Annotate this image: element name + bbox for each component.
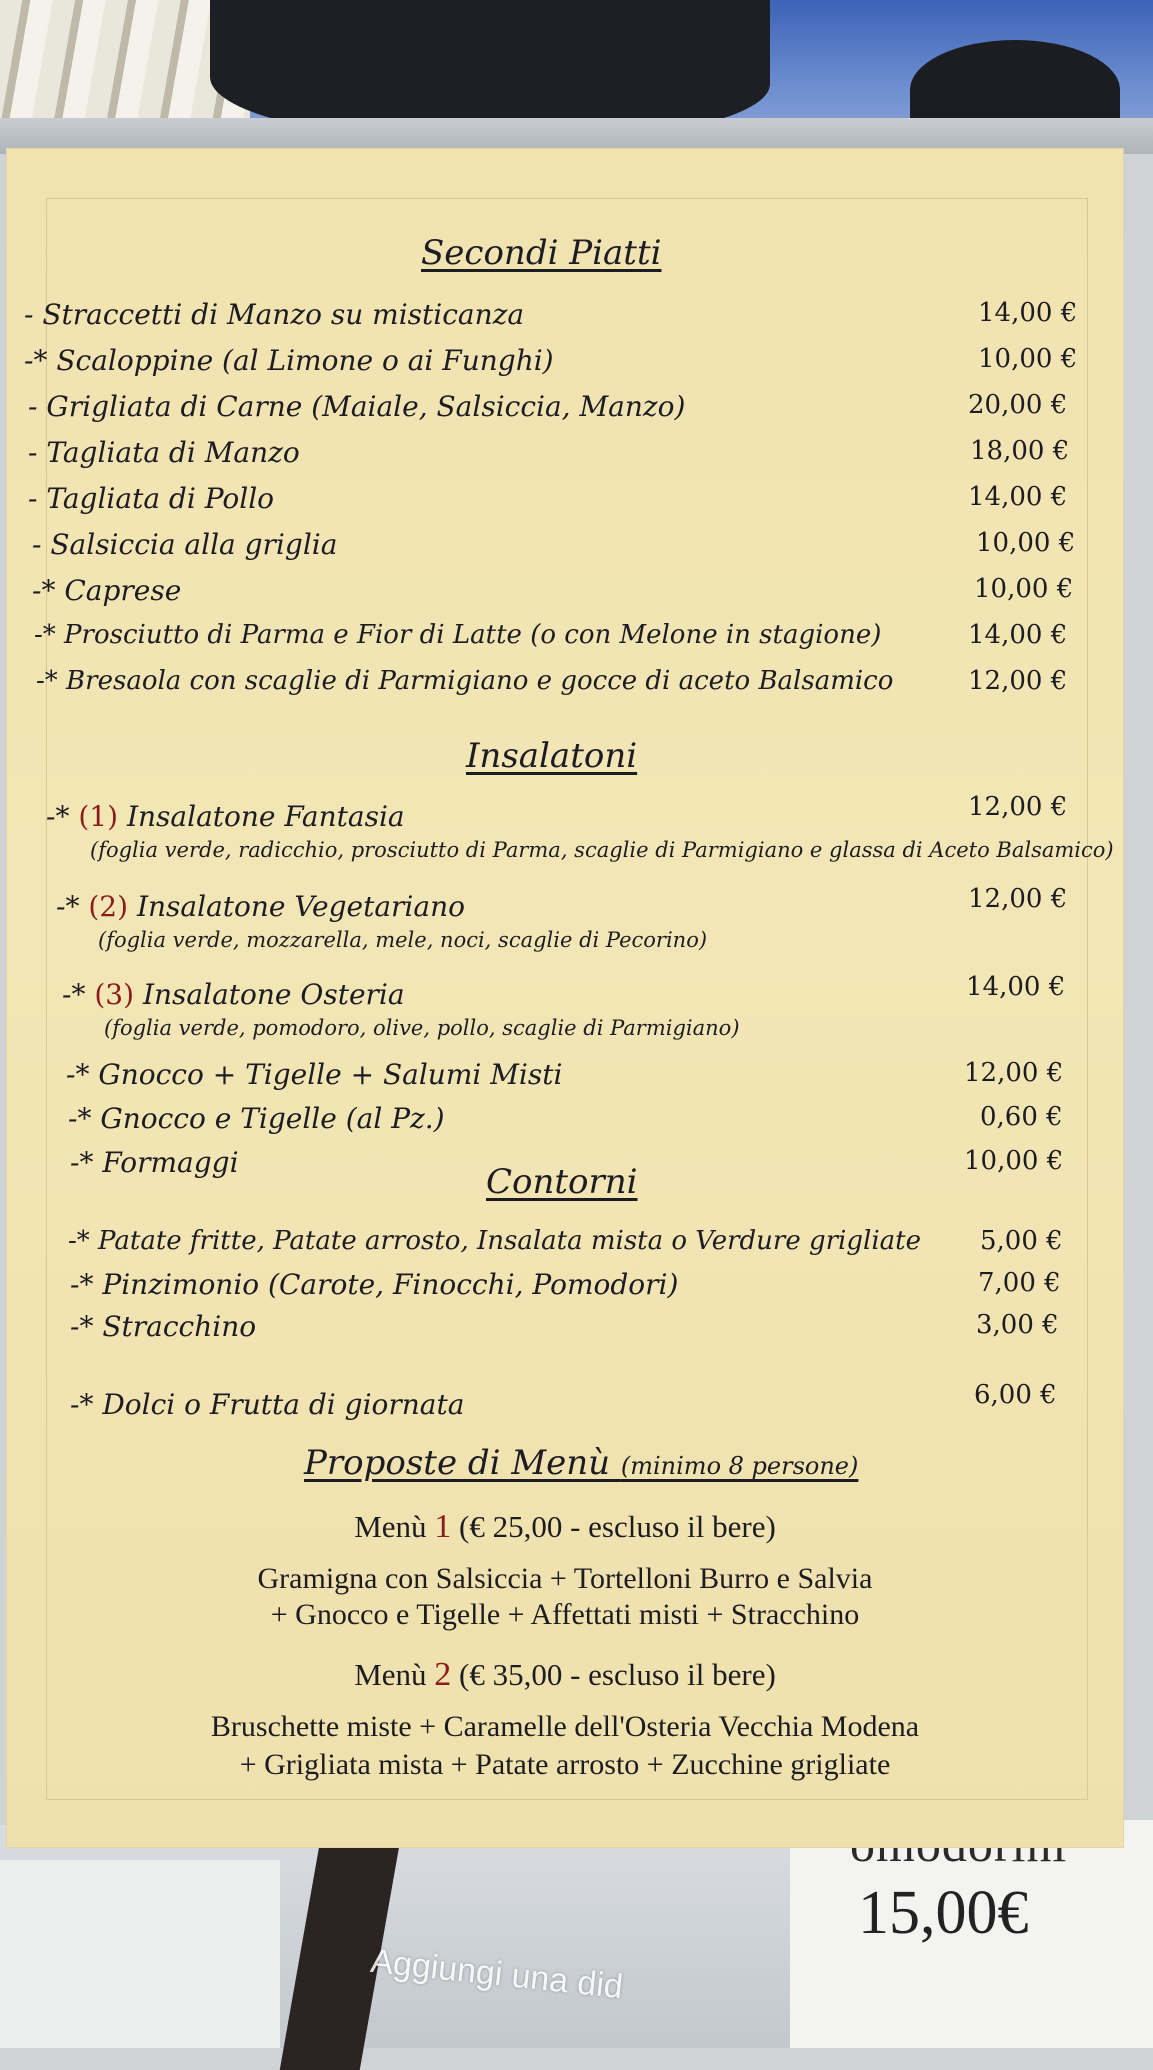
- item-prefix: -*: [56, 890, 80, 923]
- offer-title-menu2: [6, 1656, 1124, 1694]
- menu-row: [6, 1058, 1124, 1098]
- proposte-subtitle: (minimo 8 persone): [620, 1452, 859, 1480]
- offer-line: Gramigna con Salsiccia + Tortelloni Burro e Salvia: [257, 1562, 873, 1595]
- item-label: Insalatone Vegetariano: [136, 890, 465, 923]
- item-price: 10,00 €: [976, 528, 1076, 558]
- menu-row: [6, 972, 1124, 1018]
- offer-line: + Gnocco e Tigelle + Affettati misti + Stracchino: [270, 1598, 860, 1631]
- item-price: 10,00 €: [978, 344, 1078, 374]
- item-price: 0,60 €: [980, 1102, 1063, 1132]
- item-price: 5,00 €: [980, 1226, 1063, 1256]
- menu-row: [6, 298, 1124, 338]
- item-name: -* Dolci o Frutta di giornata: [70, 1388, 465, 1421]
- menu-row: [6, 528, 1124, 568]
- offer-line: Bruschette miste + Caramelle dell'Osteria Vecchia Modena: [210, 1710, 920, 1743]
- item-name: -* Gnocco + Tigelle + Salumi Misti: [66, 1058, 563, 1091]
- item-name: - Grigliata di Carne (Maiale, Salsiccia, Manzo): [28, 390, 686, 423]
- offer-detail: (€ 35,00 - escluso il bere): [459, 1657, 776, 1692]
- item-price: 12,00 €: [968, 884, 1068, 914]
- item-price: 14,00 €: [968, 620, 1068, 650]
- menu-row: [6, 792, 1124, 840]
- item-name: - Salsiccia alla griglia: [32, 528, 338, 561]
- item-prefix: -*: [46, 800, 70, 833]
- item-name: - Tagliata di Pollo: [28, 482, 275, 515]
- offer-title-menu1: [6, 1508, 1124, 1546]
- item-price: 14,00 €: [968, 482, 1068, 512]
- item-name: -* Bresaola con scaglie di Parmigiano e gocce di aceto Balsamico: [36, 666, 894, 696]
- item-description: (foglia verde, pomodoro, olive, pollo, scaglie di Parmigiano): [104, 1016, 740, 1040]
- item-price: 18,00 €: [970, 436, 1070, 466]
- offer-line: + Grigliata mista + Patate arrosto + Zucchine grigliate: [239, 1748, 891, 1781]
- item-price: 14,00 €: [966, 972, 1066, 1002]
- offer-detail: (€ 25,00 - escluso il bere): [459, 1509, 776, 1544]
- menu-row: [6, 482, 1124, 522]
- item-prefix: -*: [62, 978, 86, 1011]
- item-name: -* Caprese: [32, 574, 182, 607]
- caption-overlay[interactable]: Aggiungi una did: [368, 1941, 625, 2007]
- item-label: Insalatone Osteria: [142, 978, 405, 1011]
- item-name: -* Formaggi: [70, 1146, 239, 1179]
- item-price: 3,00 €: [976, 1310, 1059, 1340]
- menu-sheet: [6, 148, 1124, 1848]
- proposte-title: Proposte di Menù: [304, 1443, 611, 1483]
- menu-row: [6, 666, 1124, 706]
- menu-row: [6, 1310, 1124, 1350]
- item-name: [56, 890, 465, 923]
- item-price: 10,00 €: [964, 1146, 1064, 1176]
- item-number: (3): [94, 978, 135, 1011]
- offer-label: Menù: [354, 1509, 427, 1544]
- menu-row: [6, 1380, 1124, 1428]
- offer-label: Menù: [354, 1657, 427, 1692]
- item-number: (1): [78, 800, 119, 833]
- menu-row: [6, 344, 1124, 384]
- item-name: -* Patate fritte, Patate arrosto, Insalata mista o Verdure grigliate: [68, 1226, 921, 1256]
- item-number: (2): [88, 890, 129, 923]
- item-name: [62, 978, 405, 1011]
- item-price: 7,00 €: [978, 1268, 1061, 1298]
- menu-row: [6, 574, 1124, 614]
- item-price: 12,00 €: [968, 792, 1068, 822]
- offer-number: 2: [434, 1656, 452, 1693]
- item-name: -* Scaloppine (al Limone o ai Funghi): [24, 344, 554, 377]
- item-name: -* Prosciutto di Parma e Fior di Latte (o con Melone in stagione): [34, 620, 882, 650]
- menu-row: [6, 390, 1124, 430]
- menu-row: [6, 436, 1124, 476]
- menu-content: [6, 148, 1124, 1848]
- item-price: 14,00 €: [978, 298, 1078, 328]
- bottom-left-card: [0, 1860, 280, 2048]
- item-description: (foglia verde, mozzarella, mele, noci, scaglie di Pecorino): [98, 928, 708, 952]
- menu-row: [6, 1226, 1124, 1266]
- item-price: 12,00 €: [964, 1058, 1064, 1088]
- item-name: - Straccetti di Manzo su misticanza: [24, 298, 525, 331]
- menu-row: [6, 620, 1124, 660]
- item-price: 12,00 €: [968, 666, 1068, 696]
- item-price: 10,00 €: [974, 574, 1074, 604]
- item-name: - Tagliata di Manzo: [28, 436, 300, 469]
- item-name: [46, 800, 405, 833]
- item-price: 6,00 €: [974, 1380, 1057, 1410]
- behind-card-price: 15,00€: [858, 1879, 1029, 1947]
- item-price: 20,00 €: [968, 390, 1068, 420]
- item-label: Insalatone Fantasia: [126, 800, 405, 833]
- menu-row: [6, 1268, 1124, 1308]
- item-name: -* Stracchino: [70, 1310, 257, 1343]
- menu-row: [6, 1102, 1124, 1142]
- section-title-secondi: Secondi Piatti: [421, 233, 662, 273]
- offer-number: 1: [434, 1508, 452, 1545]
- item-name: -* Gnocco e Tigelle (al Pz.): [68, 1102, 445, 1135]
- menu-row: [6, 884, 1124, 930]
- item-name: -* Pinzimonio (Carote, Finocchi, Pomodori): [70, 1268, 679, 1301]
- item-description: (foglia verde, radicchio, prosciutto di Parma, scaglie di Parmigiano e glassa di Aceto Balsamico): [90, 838, 1114, 862]
- section-title-contorni: Contorni: [486, 1162, 638, 1202]
- section-title-proposte: [304, 1443, 858, 1483]
- section-title-insalatoni: Insalatoni: [466, 736, 638, 776]
